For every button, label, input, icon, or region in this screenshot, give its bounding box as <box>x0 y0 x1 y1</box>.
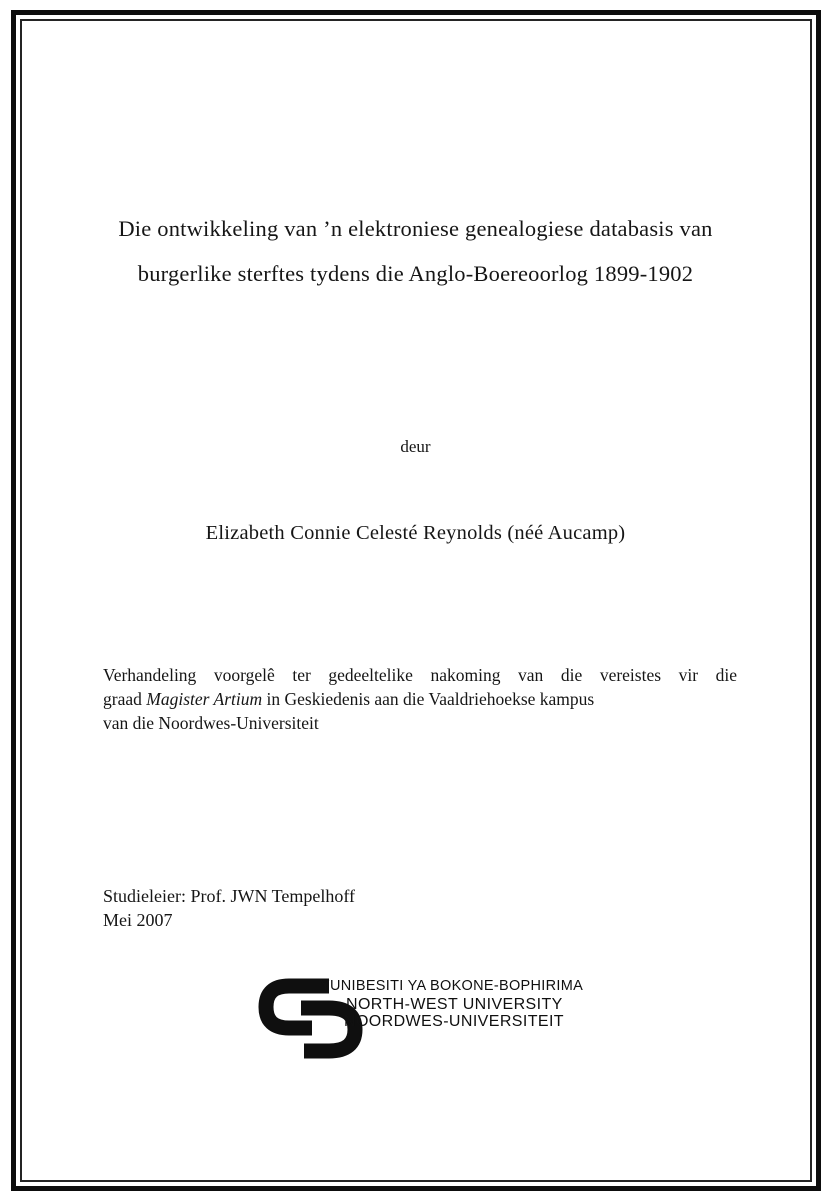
date-line: Mei 2007 <box>103 909 173 930</box>
wordmark-english: NORTH-WEST UNIVERSITY <box>346 995 563 1013</box>
thesis-title-line-2: burgerlike sterftes tydens die Anglo-Boereoorlog 1899-1902 <box>137 261 694 286</box>
university-wordmark <box>320 978 583 1031</box>
wordmark-afrikaans: NOORDWES-UNIVERSITEIT <box>344 1013 564 1030</box>
wordmark-setswana: YUNIBESITI YA BOKONE-BOPHIRIMA <box>320 978 584 994</box>
degree-statement-line-3: van die Noordwes-Universiteit <box>103 713 319 733</box>
author-name: Elizabeth Connie Celesté Reynolds (néé Aucamp) <box>205 522 626 544</box>
degree-statement-line-2-pre: graad <box>103 689 147 709</box>
degree-statement-line-2-post: in Geskiedenis aan die Vaaldriehoekse kampus <box>262 689 595 709</box>
supervisor-line: Studieleier: Prof. JWN Tempelhoff <box>103 886 356 906</box>
supervisor-block <box>103 885 355 932</box>
thesis-title <box>60 206 771 296</box>
university-logo <box>257 975 587 1065</box>
byline-label: deur <box>400 437 431 456</box>
degree-statement-line-2 <box>103 687 737 711</box>
degree-statement <box>103 663 737 735</box>
degree-name-italic: Magister Artium <box>146 689 263 709</box>
degree-statement-line-1: Verhandeling voorgelê ter gedeeltelike nakoming van die vereistes vir die <box>103 665 737 685</box>
thesis-title-line-1: Die ontwikkeling van ’n elektroniese genealogiese databasis van <box>118 216 713 241</box>
